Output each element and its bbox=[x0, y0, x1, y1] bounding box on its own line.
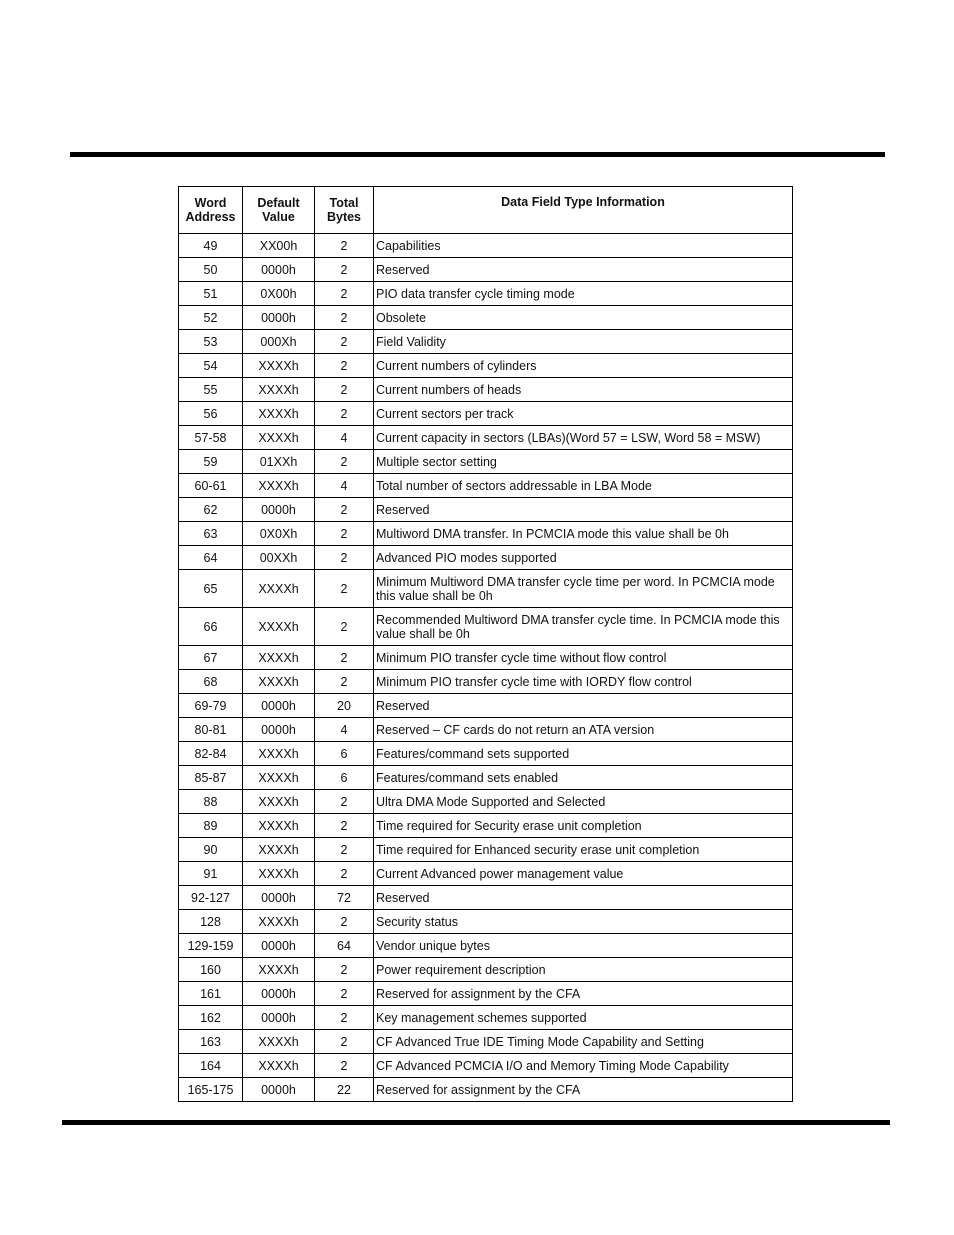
default-value-cell: XX00h bbox=[243, 234, 315, 258]
data-field-info-cell: Current Advanced power management value bbox=[374, 862, 793, 886]
total-bytes-cell: 2 bbox=[315, 838, 374, 862]
default-value-cell: 00XXh bbox=[243, 546, 315, 570]
word-address-cell: 160 bbox=[179, 958, 243, 982]
data-field-info-cell: Power requirement description bbox=[374, 958, 793, 982]
default-value-cell: 0X00h bbox=[243, 282, 315, 306]
word-address-cell: 82-84 bbox=[179, 742, 243, 766]
table-row bbox=[179, 282, 793, 306]
total-bytes-cell: 2 bbox=[315, 234, 374, 258]
table-row bbox=[179, 886, 793, 910]
data-field-info-cell: Reserved for assignment by the CFA bbox=[374, 982, 793, 1006]
data-field-info-cell: Recommended Multiword DMA transfer cycle time. In PCMCIA mode this value shall be 0h bbox=[374, 608, 793, 646]
table-row bbox=[179, 934, 793, 958]
table-row bbox=[179, 718, 793, 742]
total-bytes-cell: 2 bbox=[315, 546, 374, 570]
default-value-cell: 000Xh bbox=[243, 330, 315, 354]
table-row bbox=[179, 570, 793, 608]
word-address-cell: 52 bbox=[179, 306, 243, 330]
data-field-info-cell: Time required for Enhanced security erase unit completion bbox=[374, 838, 793, 862]
total-bytes-cell: 2 bbox=[315, 670, 374, 694]
data-field-info-cell: Reserved bbox=[374, 886, 793, 910]
data-field-info-cell: PIO data transfer cycle timing mode bbox=[374, 282, 793, 306]
table-row bbox=[179, 234, 793, 258]
table-row bbox=[179, 258, 793, 282]
total-bytes-cell: 2 bbox=[315, 958, 374, 982]
total-bytes-cell: 2 bbox=[315, 282, 374, 306]
default-value-cell: XXXXh bbox=[243, 1054, 315, 1078]
table-row bbox=[179, 498, 793, 522]
total-bytes-cell: 2 bbox=[315, 306, 374, 330]
default-value-cell: XXXXh bbox=[243, 814, 315, 838]
table-row bbox=[179, 378, 793, 402]
table-row bbox=[179, 742, 793, 766]
default-value-cell: XXXXh bbox=[243, 742, 315, 766]
data-field-info-cell: Advanced PIO modes supported bbox=[374, 546, 793, 570]
table-row bbox=[179, 426, 793, 450]
data-field-info-cell: Minimum PIO transfer cycle time with IORDY flow control bbox=[374, 670, 793, 694]
data-field-info-cell: Obsolete bbox=[374, 306, 793, 330]
data-field-info-cell: Reserved bbox=[374, 694, 793, 718]
total-bytes-cell: 20 bbox=[315, 694, 374, 718]
data-field-info-cell: Time required for Security erase unit completion bbox=[374, 814, 793, 838]
data-field-info-cell: Current numbers of heads bbox=[374, 378, 793, 402]
default-value-cell: XXXXh bbox=[243, 426, 315, 450]
table-row bbox=[179, 402, 793, 426]
total-bytes-cell: 2 bbox=[315, 910, 374, 934]
default-value-cell: XXXXh bbox=[243, 958, 315, 982]
total-bytes-cell: 2 bbox=[315, 498, 374, 522]
table-row bbox=[179, 1054, 793, 1078]
default-value-cell: XXXXh bbox=[243, 354, 315, 378]
table-row bbox=[179, 608, 793, 646]
table-row bbox=[179, 546, 793, 570]
total-bytes-cell: 2 bbox=[315, 570, 374, 608]
data-field-info-cell: CF Advanced PCMCIA I/O and Memory Timing Mode Capability bbox=[374, 1054, 793, 1078]
word-address-cell: 163 bbox=[179, 1030, 243, 1054]
data-field-info-cell: Reserved for assignment by the CFA bbox=[374, 1078, 793, 1102]
default-value-cell: XXXXh bbox=[243, 862, 315, 886]
word-address-cell: 57-58 bbox=[179, 426, 243, 450]
total-bytes-cell: 6 bbox=[315, 742, 374, 766]
default-value-cell: XXXXh bbox=[243, 646, 315, 670]
data-field-info-cell: Ultra DMA Mode Supported and Selected bbox=[374, 790, 793, 814]
header-default-value: Default Value bbox=[243, 187, 315, 234]
header-data-field-info: Data Field Type Information bbox=[374, 187, 793, 234]
total-bytes-cell: 2 bbox=[315, 1030, 374, 1054]
table-row bbox=[179, 814, 793, 838]
total-bytes-cell: 2 bbox=[315, 522, 374, 546]
word-address-cell: 51 bbox=[179, 282, 243, 306]
default-value-cell: 0000h bbox=[243, 1006, 315, 1030]
default-value-cell: XXXXh bbox=[243, 570, 315, 608]
table-row bbox=[179, 330, 793, 354]
word-address-cell: 50 bbox=[179, 258, 243, 282]
data-field-info-cell: Minimum Multiword DMA transfer cycle time per word. In PCMCIA mode this value shall be 0h bbox=[374, 570, 793, 608]
header-word-address: Word Address bbox=[179, 187, 243, 234]
word-address-cell: 68 bbox=[179, 670, 243, 694]
table-row bbox=[179, 1078, 793, 1102]
data-field-info-cell: Capabilities bbox=[374, 234, 793, 258]
total-bytes-cell: 2 bbox=[315, 1006, 374, 1030]
header-total-bytes: Total Bytes bbox=[315, 187, 374, 234]
total-bytes-cell: 22 bbox=[315, 1078, 374, 1102]
data-field-info-cell: Reserved – CF cards do not return an ATA version bbox=[374, 718, 793, 742]
word-address-cell: 80-81 bbox=[179, 718, 243, 742]
word-address-cell: 128 bbox=[179, 910, 243, 934]
word-address-cell: 67 bbox=[179, 646, 243, 670]
total-bytes-cell: 2 bbox=[315, 450, 374, 474]
default-value-cell: XXXXh bbox=[243, 474, 315, 498]
word-address-cell: 88 bbox=[179, 790, 243, 814]
default-value-cell: XXXXh bbox=[243, 838, 315, 862]
default-value-cell: 0000h bbox=[243, 718, 315, 742]
default-value-cell: 0000h bbox=[243, 982, 315, 1006]
total-bytes-cell: 4 bbox=[315, 718, 374, 742]
default-value-cell: XXXXh bbox=[243, 790, 315, 814]
identify-data-table bbox=[178, 186, 793, 1102]
word-address-cell: 92-127 bbox=[179, 886, 243, 910]
word-address-cell: 69-79 bbox=[179, 694, 243, 718]
table-row bbox=[179, 910, 793, 934]
data-field-info-cell: Total number of sectors addressable in LBA Mode bbox=[374, 474, 793, 498]
table-row bbox=[179, 766, 793, 790]
data-field-info-cell: Current sectors per track bbox=[374, 402, 793, 426]
data-field-info-cell: Features/command sets supported bbox=[374, 742, 793, 766]
default-value-cell: XXXXh bbox=[243, 1030, 315, 1054]
data-field-info-cell: Key management schemes supported bbox=[374, 1006, 793, 1030]
total-bytes-cell: 4 bbox=[315, 426, 374, 450]
total-bytes-cell: 2 bbox=[315, 330, 374, 354]
word-address-cell: 85-87 bbox=[179, 766, 243, 790]
total-bytes-cell: 2 bbox=[315, 862, 374, 886]
data-field-info-cell: Minimum PIO transfer cycle time without flow control bbox=[374, 646, 793, 670]
table-row bbox=[179, 694, 793, 718]
word-address-cell: 64 bbox=[179, 546, 243, 570]
default-value-cell: XXXXh bbox=[243, 670, 315, 694]
word-address-cell: 60-61 bbox=[179, 474, 243, 498]
default-value-cell: 0X0Xh bbox=[243, 522, 315, 546]
word-address-cell: 55 bbox=[179, 378, 243, 402]
table-row bbox=[179, 450, 793, 474]
word-address-cell: 65 bbox=[179, 570, 243, 608]
table-row bbox=[179, 1030, 793, 1054]
table-row bbox=[179, 670, 793, 694]
word-address-cell: 59 bbox=[179, 450, 243, 474]
table-row bbox=[179, 522, 793, 546]
word-address-cell: 91 bbox=[179, 862, 243, 886]
total-bytes-cell: 2 bbox=[315, 1054, 374, 1078]
word-address-cell: 54 bbox=[179, 354, 243, 378]
word-address-cell: 161 bbox=[179, 982, 243, 1006]
default-value-cell: 0000h bbox=[243, 1078, 315, 1102]
table-row bbox=[179, 862, 793, 886]
data-field-info-cell: Field Validity bbox=[374, 330, 793, 354]
word-address-cell: 129-159 bbox=[179, 934, 243, 958]
data-field-info-cell: Multiple sector setting bbox=[374, 450, 793, 474]
default-value-cell: 01XXh bbox=[243, 450, 315, 474]
default-value-cell: 0000h bbox=[243, 694, 315, 718]
default-value-cell: XXXXh bbox=[243, 402, 315, 426]
table-row bbox=[179, 474, 793, 498]
word-address-cell: 56 bbox=[179, 402, 243, 426]
data-field-info-cell: Security status bbox=[374, 910, 793, 934]
table-row bbox=[179, 354, 793, 378]
total-bytes-cell: 2 bbox=[315, 378, 374, 402]
default-value-cell: 0000h bbox=[243, 886, 315, 910]
data-field-info-cell: Features/command sets enabled bbox=[374, 766, 793, 790]
default-value-cell: XXXXh bbox=[243, 378, 315, 402]
word-address-cell: 89 bbox=[179, 814, 243, 838]
default-value-cell: XXXXh bbox=[243, 910, 315, 934]
data-field-info-cell: Reserved bbox=[374, 258, 793, 282]
word-address-cell: 90 bbox=[179, 838, 243, 862]
table-row bbox=[179, 1006, 793, 1030]
default-value-cell: XXXXh bbox=[243, 608, 315, 646]
total-bytes-cell: 2 bbox=[315, 646, 374, 670]
word-address-cell: 49 bbox=[179, 234, 243, 258]
data-field-info-cell: Multiword DMA transfer. In PCMCIA mode this value shall be 0h bbox=[374, 522, 793, 546]
table-row bbox=[179, 958, 793, 982]
table-row bbox=[179, 982, 793, 1006]
table-body bbox=[179, 234, 793, 1102]
total-bytes-cell: 2 bbox=[315, 258, 374, 282]
data-field-info-cell: CF Advanced True IDE Timing Mode Capability and Setting bbox=[374, 1030, 793, 1054]
total-bytes-cell: 2 bbox=[315, 354, 374, 378]
total-bytes-cell: 72 bbox=[315, 886, 374, 910]
word-address-cell: 53 bbox=[179, 330, 243, 354]
word-address-cell: 165-175 bbox=[179, 1078, 243, 1102]
total-bytes-cell: 64 bbox=[315, 934, 374, 958]
word-address-cell: 164 bbox=[179, 1054, 243, 1078]
data-field-info-cell: Reserved bbox=[374, 498, 793, 522]
top-rule bbox=[70, 152, 885, 157]
total-bytes-cell: 6 bbox=[315, 766, 374, 790]
bottom-rule bbox=[62, 1120, 890, 1125]
table-row bbox=[179, 306, 793, 330]
table-row bbox=[179, 646, 793, 670]
total-bytes-cell: 2 bbox=[315, 608, 374, 646]
total-bytes-cell: 2 bbox=[315, 402, 374, 426]
total-bytes-cell: 4 bbox=[315, 474, 374, 498]
table-header-row bbox=[179, 187, 793, 234]
default-value-cell: XXXXh bbox=[243, 766, 315, 790]
default-value-cell: 0000h bbox=[243, 498, 315, 522]
total-bytes-cell: 2 bbox=[315, 982, 374, 1006]
word-address-cell: 63 bbox=[179, 522, 243, 546]
data-field-info-cell: Current numbers of cylinders bbox=[374, 354, 793, 378]
default-value-cell: 0000h bbox=[243, 934, 315, 958]
word-address-cell: 62 bbox=[179, 498, 243, 522]
total-bytes-cell: 2 bbox=[315, 790, 374, 814]
word-address-cell: 66 bbox=[179, 608, 243, 646]
default-value-cell: 0000h bbox=[243, 258, 315, 282]
default-value-cell: 0000h bbox=[243, 306, 315, 330]
data-field-info-cell: Vendor unique bytes bbox=[374, 934, 793, 958]
data-field-info-cell: Current capacity in sectors (LBAs)(Word 57 = LSW, Word 58 = MSW) bbox=[374, 426, 793, 450]
total-bytes-cell: 2 bbox=[315, 814, 374, 838]
table-row bbox=[179, 838, 793, 862]
word-address-cell: 162 bbox=[179, 1006, 243, 1030]
table-row bbox=[179, 790, 793, 814]
